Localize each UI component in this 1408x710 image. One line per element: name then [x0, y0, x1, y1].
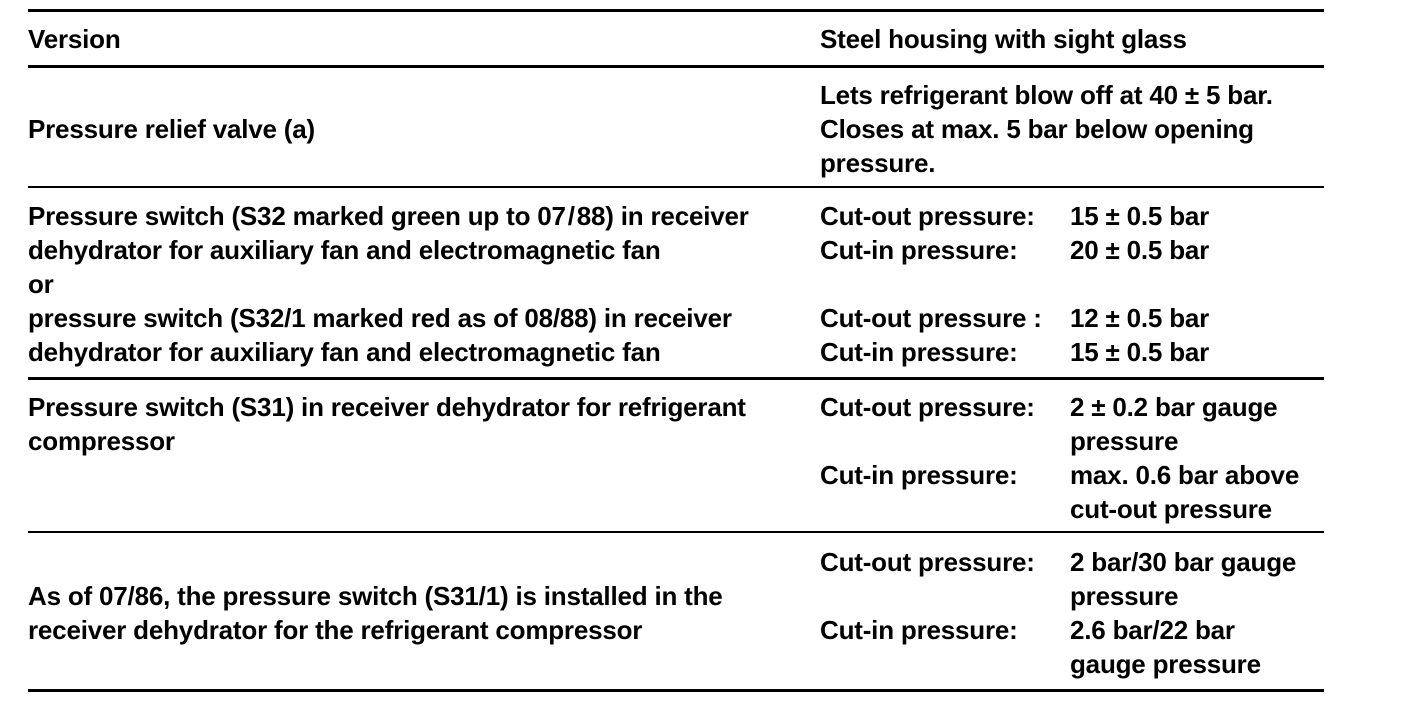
spec-value: 12 ± 0.5 bar: [1070, 303, 1210, 333]
spec-value-line: gauge pressure: [1070, 649, 1261, 679]
spec-name: Cut-out pressure:: [820, 201, 1035, 231]
row-label-line: or: [28, 269, 54, 299]
column-header-version: Version: [28, 24, 121, 54]
row-divider: [28, 186, 1324, 188]
row-label-line: Pressure switch (S32 marked green up to 07 / 88) in receiver: [28, 201, 749, 231]
spec-value-line: 2 ± 0.2 bar gauge: [1070, 392, 1278, 422]
row-divider: [28, 531, 1324, 533]
spec-value-line: pressure: [1070, 581, 1179, 611]
row-label-line: Pressure switch (S31) in receiver dehydrator for refrigerant: [28, 392, 746, 422]
spec-value-line: pressure: [1070, 426, 1179, 456]
header-bottom-rule: [28, 65, 1324, 68]
row-label-line: receiver dehydrator for the refrigerant compressor: [28, 615, 643, 645]
spec-value-line: 2.6 bar/22 bar: [1070, 615, 1235, 645]
spec-value-line: cut-out pressure: [1070, 494, 1272, 524]
table-bottom-rule: [28, 689, 1324, 692]
spec-name: Cut-out pressure:: [820, 392, 1035, 422]
row-divider: [28, 377, 1324, 380]
spec-name: Cut-in pressure:: [820, 615, 1018, 645]
spec-value: 15 ± 0.5 bar: [1070, 201, 1210, 231]
spec-value: 20 ± 0.5 bar: [1070, 235, 1210, 265]
column-header-housing: Steel housing with sight glass: [820, 24, 1187, 54]
table-top-rule: [28, 9, 1324, 12]
spec-name: Cut-in pressure:: [820, 235, 1018, 265]
spec-name: Cut-out pressure :: [820, 303, 1042, 333]
row-label-line: compressor: [28, 426, 175, 456]
spec-value: 15 ± 0.5 bar: [1070, 337, 1210, 367]
spec-name: Cut-in pressure:: [820, 337, 1018, 367]
spec-name: Cut-in pressure:: [820, 460, 1018, 490]
row-label-line: dehydrator for auxiliary fan and electromagnetic fan: [28, 337, 661, 367]
row-label-line: dehydrator for auxiliary fan and electromagnetic fan: [28, 235, 661, 265]
row-label-line: As of 07/86, the pressure switch (S31/1) is installed in the: [28, 581, 723, 611]
spec-value-line: max. 0.6 bar above: [1070, 460, 1300, 490]
row-description-line: pressure.: [820, 148, 936, 178]
row-description-line: Lets refrigerant blow off at 40 ± 5 bar.: [820, 80, 1273, 110]
row-description-line: Closes at max. 5 bar below opening: [820, 114, 1254, 144]
row-label: Pressure relief valve (a): [28, 114, 315, 144]
spec-value-line: 2 bar/30 bar gauge: [1070, 547, 1297, 577]
spec-name: Cut-out pressure:: [820, 547, 1035, 577]
row-label-line: pressure switch (S32/1 marked red as of 08/88) in receiver: [28, 303, 732, 333]
